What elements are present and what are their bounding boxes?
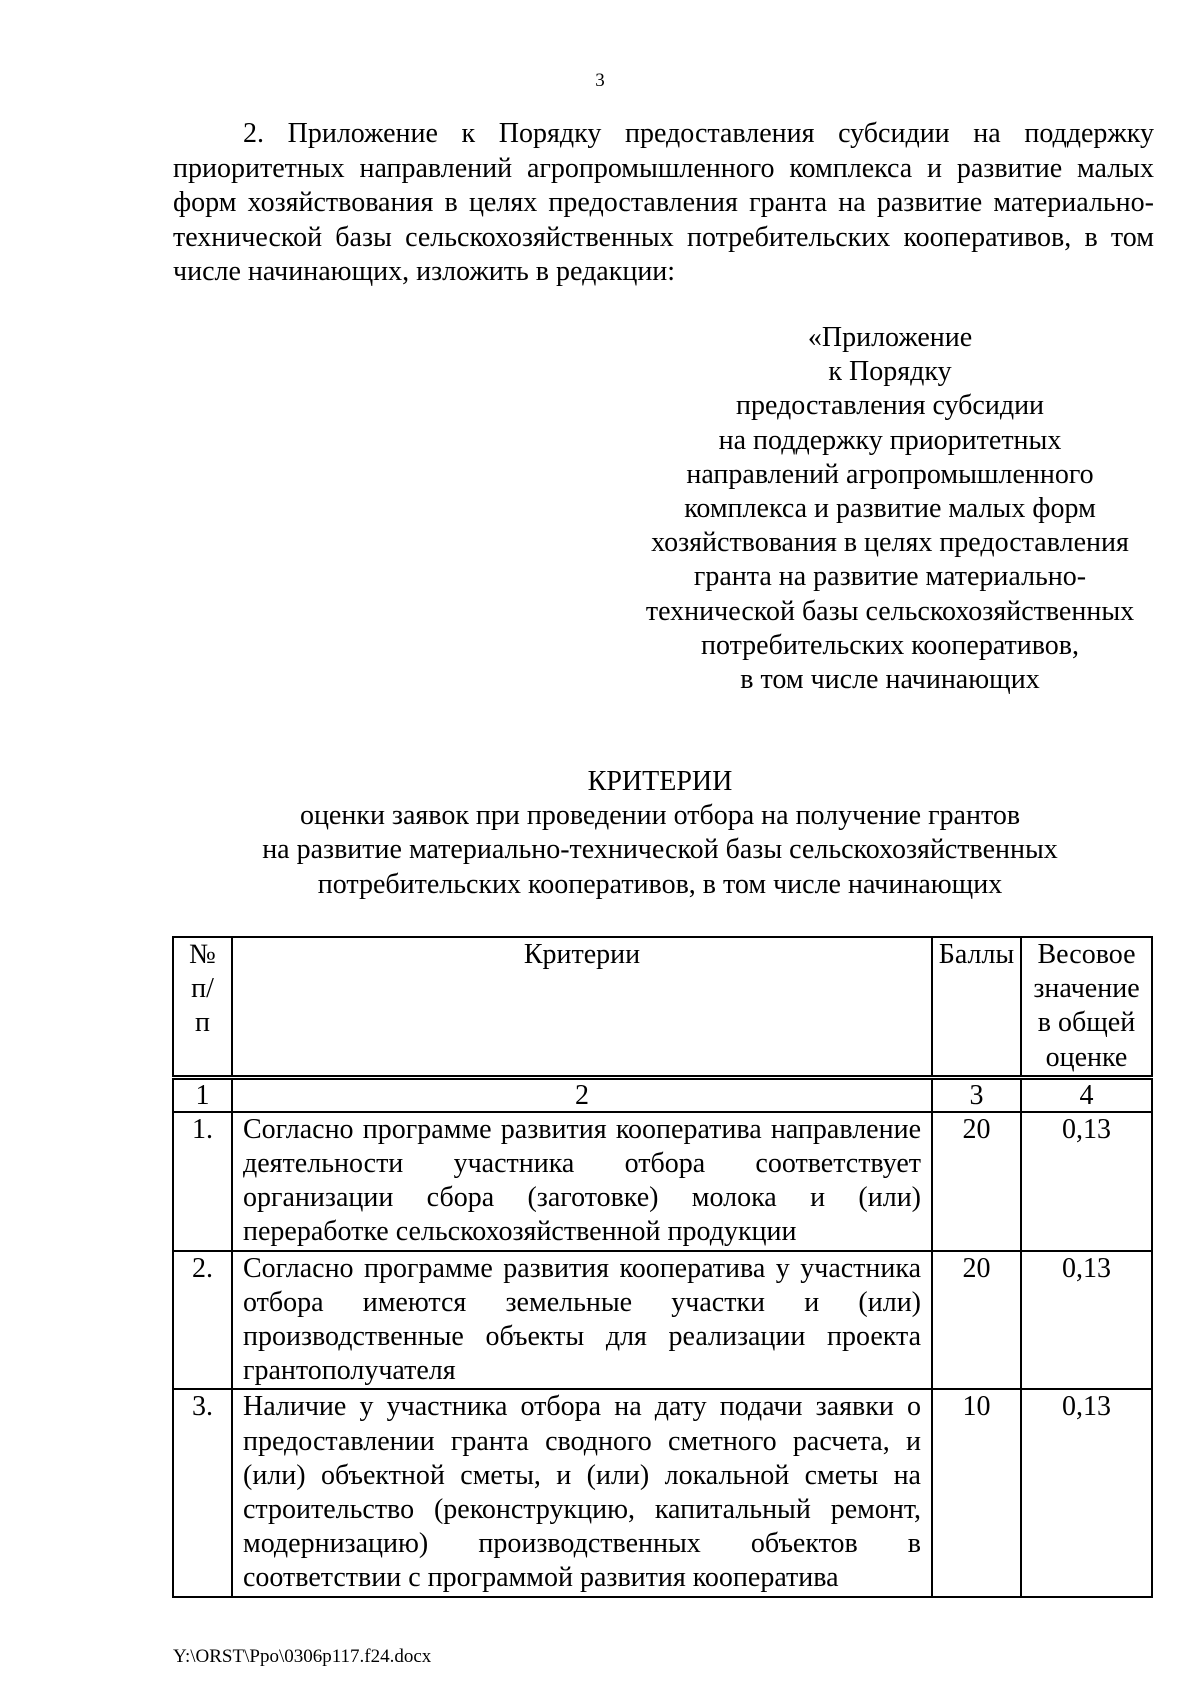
criteria-subtitle-line: на развитие материально-технической базы сельскохозяйственных bbox=[262, 834, 1058, 866]
criteria-subtitle-line: потребительских кооперативов, в том числе начинающих bbox=[317, 868, 1003, 900]
table-row bbox=[173, 1389, 1152, 1596]
appendix-line: к Порядку bbox=[828, 356, 952, 388]
row-number: 3. bbox=[173, 1389, 232, 1596]
row-points: 10 bbox=[932, 1389, 1021, 1596]
appendix-line: направлений агропромышленного bbox=[686, 458, 1094, 490]
row-weight: 0,13 bbox=[1021, 1112, 1152, 1251]
criteria-title: КРИТЕРИИ bbox=[587, 766, 733, 797]
row-points: 20 bbox=[932, 1251, 1021, 1390]
page-number: 3 bbox=[595, 70, 605, 91]
header-weight: Весовое значение в общей оценке bbox=[1021, 937, 1152, 1077]
appendix-line: в том числе начинающих bbox=[740, 664, 1040, 696]
header-number: № п/п bbox=[173, 937, 232, 1077]
criteria-subtitle-line: оценки заявок при проведении отбора на получение грантов bbox=[299, 800, 1021, 832]
row-number: 1. bbox=[173, 1112, 232, 1251]
appendix-block bbox=[630, 321, 1150, 697]
appendix-line: «Приложение bbox=[807, 322, 973, 353]
header-criteria: Критерии bbox=[232, 937, 932, 1077]
appendix-line: потребительских кооперативов, bbox=[700, 629, 1080, 661]
appendix-line: комплекса и развитие малых форм bbox=[684, 493, 1096, 525]
row-weight: 0,13 bbox=[1021, 1251, 1152, 1390]
column-number: 4 bbox=[1021, 1077, 1152, 1112]
appendix-line: хозяйствования в целях предоставления bbox=[651, 527, 1129, 559]
column-number: 1 bbox=[173, 1077, 232, 1112]
column-number: 3 bbox=[932, 1077, 1021, 1112]
appendix-line: технической базы сельскохозяйственных bbox=[645, 595, 1135, 627]
column-number: 2 bbox=[232, 1077, 932, 1112]
file-path-footer: Y:\ORST\Ppo\0306p117.f24.docx bbox=[173, 1646, 432, 1667]
table-row bbox=[173, 1251, 1152, 1390]
column-numbers-row bbox=[173, 1077, 1152, 1112]
row-points: 20 bbox=[932, 1112, 1021, 1251]
intro-paragraph: 2. Приложение к Порядку предоставления субсидии на поддержку приоритетных направлений агропромышленного комплекса и развитие малых форм хозяйствования в целях предоставления гранта на развитие материально-технической базы сельскохозяйственных потребительских кооперативов, в том числе начинающих, изложить в редакции: bbox=[173, 118, 1154, 287]
header-points: Баллы bbox=[932, 937, 1021, 1077]
appendix-line: гранта на развитие материально- bbox=[693, 561, 1087, 593]
appendix-line: предоставления субсидии bbox=[735, 390, 1045, 422]
criteria-table bbox=[172, 936, 1153, 1598]
appendix-line: на поддержку приоритетных bbox=[718, 424, 1062, 456]
row-criteria: Согласно программе развития кооператива направление деятельности участника отбора соответствует организации сбора (заготовке) молока и (или) переработке сельскохозяйственной продукции bbox=[232, 1112, 932, 1251]
criteria-heading bbox=[0, 765, 1200, 902]
row-criteria: Согласно программе развития кооператива у участника отбора имеются земельные участки и (или) производственные объекты для реализации проекта грантополучателя bbox=[232, 1251, 932, 1390]
row-weight: 0,13 bbox=[1021, 1389, 1152, 1596]
table-row bbox=[173, 1112, 1152, 1251]
table-header-row bbox=[173, 937, 1152, 1077]
row-number: 2. bbox=[173, 1251, 232, 1390]
row-criteria: Наличие у участника отбора на дату подачи заявки о предоставлении гранта сводного сметного расчета, и (или) объектной сметы, и (или) локальной сметы на строительство (реконструкцию, капитальный ремонт, модернизацию) производственных объектов в соответствии с программой развития кооператива bbox=[232, 1389, 932, 1596]
